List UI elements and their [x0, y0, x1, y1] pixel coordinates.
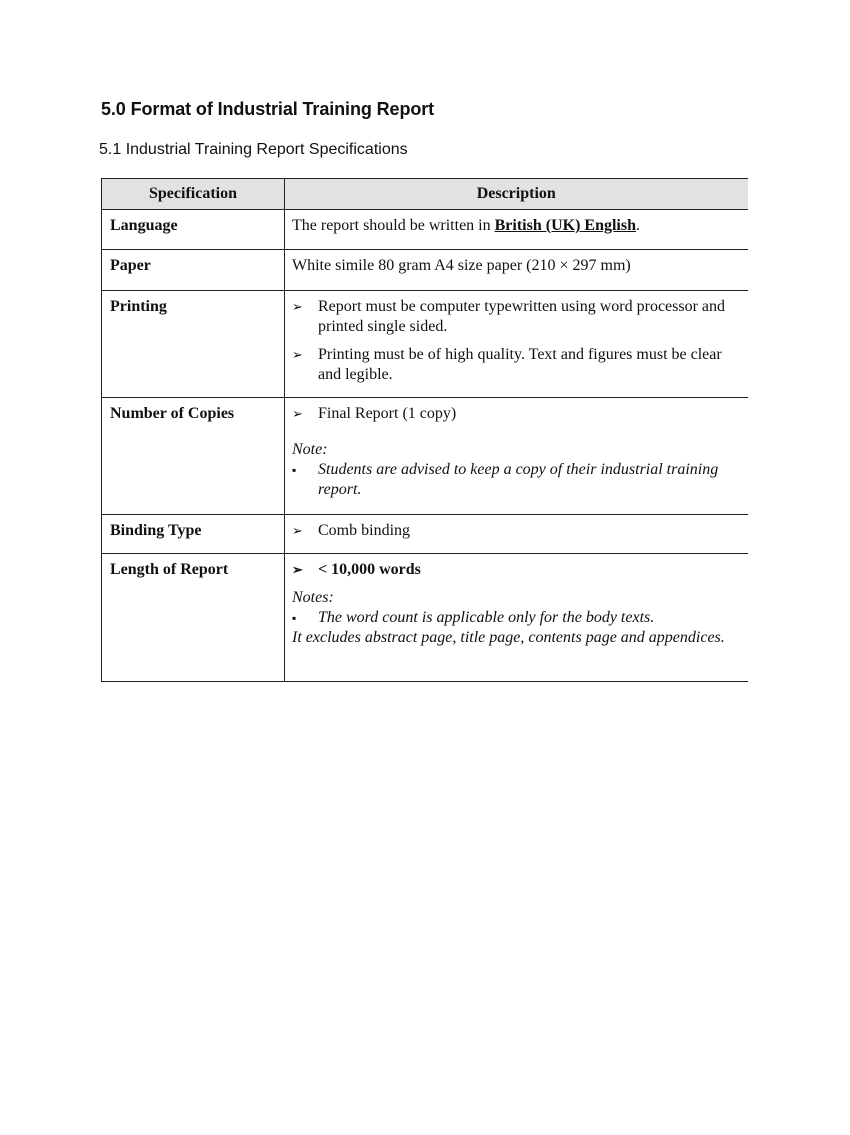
subsection-heading: 5.1 Industrial Training Report Specifications [99, 141, 408, 158]
arrow-bullet-icon: ➢ [292, 299, 303, 314]
table-header-row [102, 179, 748, 210]
row-language [102, 210, 748, 250]
spec-label-language: Language [110, 217, 178, 234]
note-item: ▪ Students are advised to keep a copy of their industrial training report. [292, 461, 719, 498]
spec-label-copies: Number of Copies [110, 405, 235, 422]
description-printing [285, 291, 748, 385]
spec-label-printing: Printing [110, 298, 167, 315]
arrow-bullet-icon: ➢ [292, 523, 303, 538]
row-paper [102, 250, 748, 291]
description-length [285, 554, 748, 648]
language-text-end: . [635, 217, 640, 234]
arrow-bullet-icon: ➢ [292, 406, 303, 421]
note-item: ▪ The word count is applicable only for the body texts. [292, 609, 655, 626]
row-copies [102, 398, 748, 515]
arrow-bullet-icon: ➢ [292, 562, 303, 577]
section-heading: 5.0 Format of Industrial Training Report [101, 99, 435, 119]
note-label: Notes: [292, 589, 334, 606]
list-item: ➢ < 10,000 words [292, 561, 421, 578]
description-binding [285, 515, 748, 541]
language-emphasis: British (UK) English [494, 217, 636, 234]
row-printing [102, 291, 748, 398]
list-item: ➢ Report must be computer typewritten using word processor and printed single sided. [292, 298, 726, 335]
header-description: Description [285, 179, 748, 210]
language-text: The report should be written in [292, 217, 495, 234]
arrow-bullet-icon: ➢ [292, 347, 303, 362]
square-bullet-icon: ▪ [292, 611, 297, 625]
header-specification: Specification [102, 179, 285, 210]
list-item: ➢ Final Report (1 copy) [292, 405, 457, 422]
spec-label-paper: Paper [110, 257, 151, 274]
description-language [285, 210, 748, 236]
row-binding [102, 515, 748, 554]
note-label: Note: [292, 441, 328, 458]
description-copies [285, 398, 748, 500]
spec-label-binding: Binding Type [110, 522, 202, 539]
specifications-table [101, 178, 748, 682]
description-paper: White simile 80 gram A4 size paper (210 × 297 mm) [292, 257, 631, 274]
spec-label-length: Length of Report [110, 561, 229, 578]
row-length [102, 554, 748, 682]
note-extra: It excludes abstract page, title page, contents page and appendices. [292, 629, 725, 646]
square-bullet-icon: ▪ [292, 463, 297, 477]
list-item: ➢ Printing must be of high quality. Text and figures must be clear and legible. [292, 346, 722, 383]
list-item: ➢ Comb binding [292, 522, 411, 539]
